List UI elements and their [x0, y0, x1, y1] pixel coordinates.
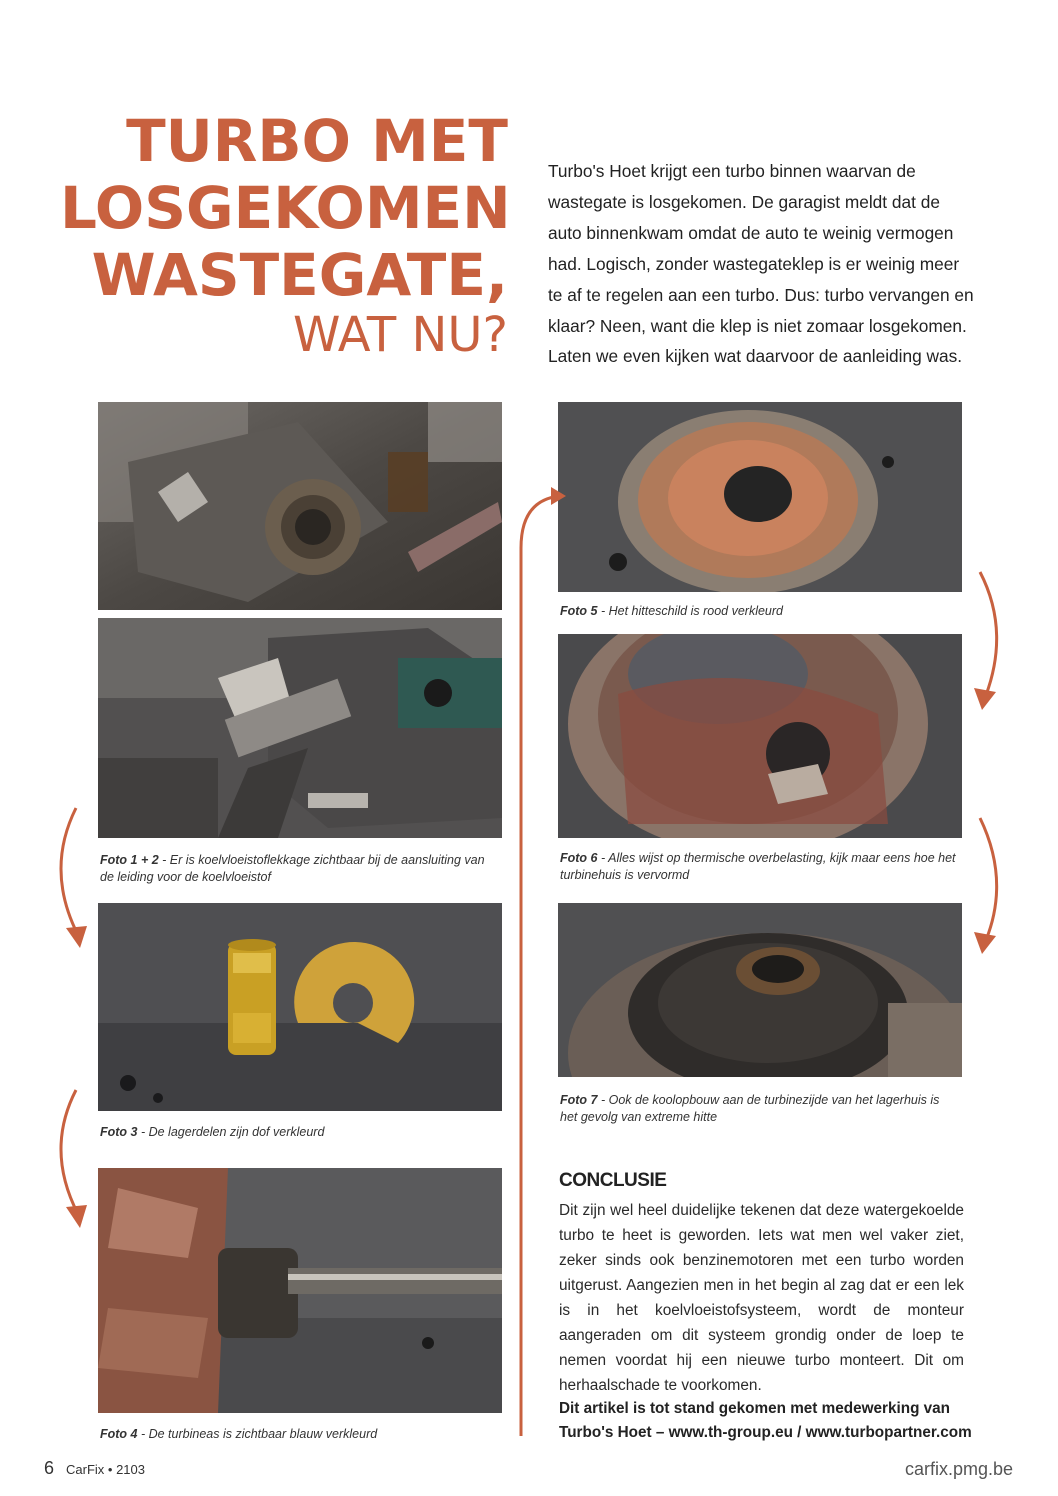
page-number: 6	[44, 1458, 55, 1478]
title-line-2: LOSGEKOMEN	[60, 174, 511, 242]
caption-foto-4-label: Foto 4	[100, 1427, 138, 1441]
conclusion-heading: CONCLUSIE	[559, 1170, 667, 1191]
arrowhead-right-1	[974, 688, 996, 710]
credit-line-1: Dit artikel is tot stand gekomen met medewerking van	[559, 1400, 951, 1417]
title-line-3: WASTEGATE,	[91, 241, 508, 309]
publication-label: CarFix • 2103	[66, 1462, 145, 1477]
left-arrow-1	[61, 808, 78, 935]
arrowhead-top	[551, 487, 566, 505]
left-arrow-2	[61, 1090, 78, 1214]
right-arrow-1	[980, 572, 997, 695]
caption-foto-6-text: - Alles wijst op thermische overbelasting, kijk maar eens hoe het turbinehuis is vervormd	[560, 851, 956, 882]
caption-foto-3-label: Foto 3	[100, 1125, 138, 1139]
title-line-1: TURBO MET	[126, 107, 508, 175]
caption-foto-6-label: Foto 6	[560, 851, 598, 865]
caption-foto-3-text: - De lagerdelen zijn dof verkleurd	[137, 1125, 325, 1139]
caption-foto-5-text: - Het hitteschild is rood verkleurd	[597, 604, 783, 618]
caption-foto-1-2-label: Foto 1 + 2	[100, 853, 159, 867]
arrowhead-left-1	[66, 926, 87, 948]
arrowhead-left-2	[66, 1205, 87, 1228]
footer-left	[44, 1458, 145, 1479]
title-subtitle: WAT NU?	[292, 307, 508, 363]
conclusion-paragraph: Dit zijn wel heel duidelijke tekenen dat deze watergekoelde turbo te heet is geworden. Iets wat men wel vaker ziet, zeker sinds ook benzinemotoren met een turbo worden uitgerust. Aangezien men in het begin al zag dat er een lek is in het koelvloeistofsysteem, wordt de monteur aangeraden om dit systeem grondig onder de loep te nemen voordat hij een nieuwe turbo monteert. Dit om herhaalschade te voorkomen.	[559, 1202, 964, 1394]
caption-foto-5-label: Foto 5	[560, 604, 598, 618]
vertical-arrow-line	[521, 496, 560, 1436]
caption-foto-7-label: Foto 7	[560, 1093, 598, 1107]
credit-line-2: Turbo's Hoet – www.th-group.eu / www.turbopartner.com	[559, 1424, 972, 1441]
intro-paragraph: Turbo's Hoet krijgt een turbo binnen waarvan de wastegate is losgekomen. De garagist meldt dat de auto binnenkwam omdat de auto te weinig vermogen had. Logisch, zonder wastegateklep is er weinig meer te af te regelen aan een turbo. Dus: turbo vervangen en klaar? Neen, want die klep is niet zomaar losgekomen. Laten we even kijken wat daarvoor de aanleiding was.	[548, 161, 974, 367]
caption-foto-7-text: - Ook de koolopbouw aan de turbinezijde van het lagerhuis is het gevolg van extreme hitte	[560, 1093, 940, 1124]
right-arrow-2	[980, 818, 997, 940]
caption-foto-4-text: - De turbineas is zichtbaar blauw verkleurd	[137, 1427, 378, 1441]
caption-foto-1-2-text: - Er is koelvloeistoflekkage zichtbaar bij de aansluiting van de leiding voor de koelvloeistof	[100, 853, 485, 884]
arrowhead-right-2	[974, 932, 996, 954]
footer-url[interactable]: carfix.pmg.be	[904, 1459, 1013, 1479]
